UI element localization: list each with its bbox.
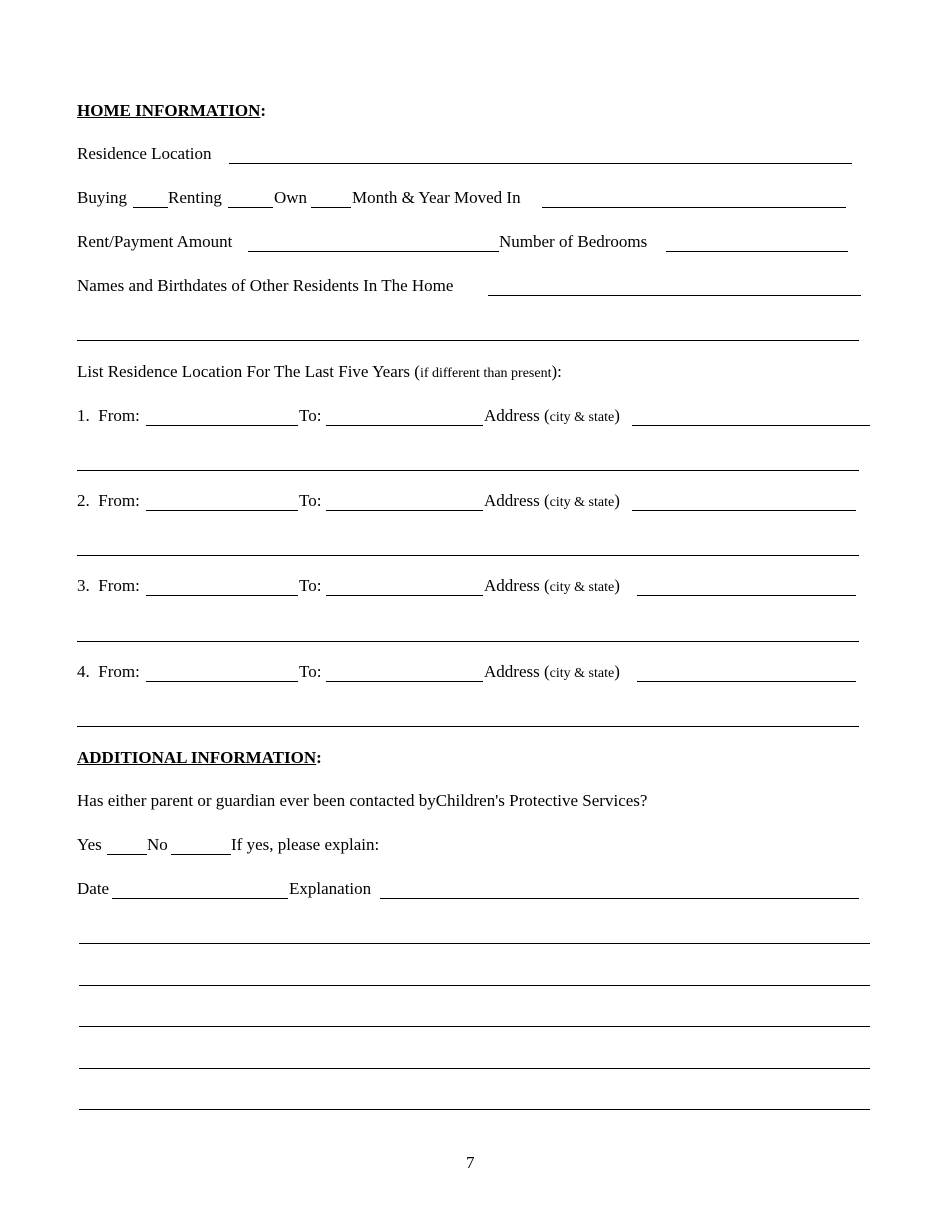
residence-location-line <box>229 163 852 164</box>
address-text: Address ( <box>484 662 550 681</box>
address-line-1 <box>632 425 870 426</box>
from-line-4 <box>146 681 298 682</box>
no-line <box>171 854 231 855</box>
five-years-label <box>77 362 562 382</box>
address-label-4 <box>484 662 620 682</box>
five-years-suffix: ): <box>551 362 562 381</box>
address-field-2b[interactable] <box>77 534 859 554</box>
from-label: From: <box>98 406 140 425</box>
to-label-2: To: <box>299 491 322 510</box>
address-line-3b <box>77 641 859 642</box>
address-close: ) <box>614 406 620 425</box>
address-note: city & state <box>549 580 615 595</box>
to-label-1: To: <box>299 406 322 425</box>
from-field-1[interactable] <box>146 404 298 424</box>
address-line-4b <box>77 726 859 727</box>
other-residents-label: Names and Birthdates of Other Residents In The Home <box>77 276 454 295</box>
residence-row-1 <box>77 406 140 426</box>
home-heading-colon: : <box>260 101 267 120</box>
own-field[interactable] <box>311 186 351 206</box>
explanation-field-3[interactable] <box>79 964 870 984</box>
to-label-3: To: <box>299 576 322 595</box>
cps-question: Has either parent or guardian ever been contacted byChildren's Protective Services? <box>77 791 648 810</box>
explanation-field-5[interactable] <box>79 1047 870 1067</box>
from-field-3[interactable] <box>146 574 298 594</box>
address-field-4[interactable] <box>637 660 856 680</box>
explanation-line-3 <box>79 985 870 986</box>
residence-location-label: Residence Location <box>77 144 212 163</box>
renting-field[interactable] <box>228 186 273 206</box>
home-information-heading <box>77 101 266 121</box>
five-years-note: if different than present <box>419 366 552 381</box>
address-line-1b <box>77 470 859 471</box>
residence-row-3 <box>77 576 140 596</box>
rent-payment-line <box>248 251 499 252</box>
to-field-4[interactable] <box>326 660 483 680</box>
yes-field[interactable] <box>107 833 147 853</box>
rent-payment-label: Rent/Payment Amount <box>77 232 233 251</box>
to-field-3[interactable] <box>326 574 483 594</box>
explanation-line-6 <box>79 1109 870 1110</box>
home-heading-text: HOME INFORMATION <box>77 101 261 120</box>
month-year-moved-field[interactable] <box>542 186 846 206</box>
address-line-4 <box>637 681 856 682</box>
to-line-2 <box>326 510 483 511</box>
buying-field[interactable] <box>133 186 168 206</box>
address-text: Address ( <box>484 491 550 510</box>
address-close: ) <box>614 576 620 595</box>
additional-heading-text: ADDITIONAL INFORMATION <box>77 748 317 767</box>
additional-information-heading <box>77 748 322 768</box>
row-number: 3. <box>77 576 90 595</box>
from-label: From: <box>98 491 140 510</box>
address-close: ) <box>614 491 620 510</box>
explanation-field[interactable] <box>380 877 859 897</box>
own-label: Own <box>274 188 308 207</box>
address-field-1b[interactable] <box>77 449 859 469</box>
date-line <box>112 898 288 899</box>
other-residents-field[interactable] <box>488 274 861 294</box>
from-field-2[interactable] <box>146 489 298 509</box>
address-field-4b[interactable] <box>77 705 859 725</box>
address-line-2 <box>632 510 856 511</box>
other-residents-field-2[interactable] <box>77 319 859 339</box>
from-label: From: <box>98 662 140 681</box>
address-line-2b <box>77 555 859 556</box>
address-note: city & state <box>549 666 615 681</box>
from-label: From: <box>98 576 140 595</box>
bedrooms-field[interactable] <box>666 230 848 250</box>
address-field-2[interactable] <box>632 489 856 509</box>
to-line-3 <box>326 595 483 596</box>
explanation-field-2[interactable] <box>79 922 870 942</box>
explanation-field-4[interactable] <box>79 1005 870 1025</box>
address-label-3 <box>484 576 620 596</box>
renting-label: Renting <box>168 188 222 207</box>
month-year-moved-label: Month & Year Moved In <box>352 188 521 207</box>
page-number: 7 <box>466 1153 475 1172</box>
row-number: 4. <box>77 662 90 681</box>
address-note: city & state <box>549 495 615 510</box>
address-close: ) <box>614 662 620 681</box>
other-residents-line <box>488 295 861 296</box>
date-label: Date <box>77 879 110 898</box>
to-line-1 <box>326 425 483 426</box>
to-field-2[interactable] <box>326 489 483 509</box>
additional-heading-colon: : <box>316 748 322 767</box>
yes-line <box>107 854 147 855</box>
bedrooms-label: Number of Bedrooms <box>499 232 648 251</box>
address-line-3 <box>637 595 856 596</box>
address-field-3[interactable] <box>637 574 856 594</box>
from-line-1 <box>146 425 298 426</box>
five-years-prefix: List Residence Location For The Last Five Years ( <box>77 362 420 381</box>
explanation-label: Explanation <box>289 879 372 898</box>
rent-payment-field[interactable] <box>248 230 499 250</box>
from-line-3 <box>146 595 298 596</box>
explanation-line-5 <box>79 1068 870 1069</box>
no-field[interactable] <box>171 833 231 853</box>
row-number: 2. <box>77 491 90 510</box>
explanation-line-4 <box>79 1026 870 1027</box>
residence-row-4 <box>77 662 140 682</box>
other-residents-line-2 <box>77 340 859 341</box>
date-field[interactable] <box>112 877 288 897</box>
address-note: city & state <box>549 410 615 425</box>
address-label-2 <box>484 491 620 511</box>
renting-line <box>228 207 273 208</box>
month-year-moved-line <box>542 207 846 208</box>
to-label-4: To: <box>299 662 322 681</box>
address-text: Address ( <box>484 406 550 425</box>
buying-label: Buying <box>77 188 128 207</box>
to-field-1[interactable] <box>326 404 483 424</box>
explanation-line <box>380 898 859 899</box>
from-field-4[interactable] <box>146 660 298 680</box>
address-label-1 <box>484 406 620 426</box>
to-line-4 <box>326 681 483 682</box>
yes-label: Yes <box>77 835 102 854</box>
from-line-2 <box>146 510 298 511</box>
explanation-line-2 <box>79 943 870 944</box>
address-field-3b[interactable] <box>77 620 859 640</box>
row-number: 1. <box>77 406 90 425</box>
if-yes-label: If yes, please explain: <box>231 835 380 854</box>
residence-row-2 <box>77 491 140 511</box>
bedrooms-line <box>666 251 848 252</box>
no-label: No <box>147 835 168 854</box>
residence-location-field[interactable] <box>229 142 852 162</box>
address-text: Address ( <box>484 576 550 595</box>
own-line <box>311 207 351 208</box>
address-field-1[interactable] <box>632 404 870 424</box>
buying-line <box>133 207 168 208</box>
explanation-field-6[interactable] <box>79 1088 870 1108</box>
